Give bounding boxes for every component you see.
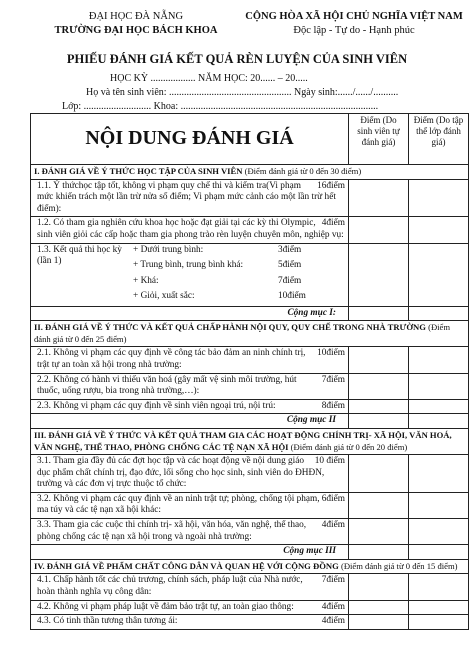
- class-score-cell[interactable]: [409, 545, 469, 560]
- student-score-cell[interactable]: [349, 455, 409, 493]
- student-score-cell[interactable]: [349, 414, 409, 429]
- class-score-cell[interactable]: [409, 243, 469, 306]
- section-2-title: II. ĐÁNH GIÁ VỀ Ý THỨC VÀ KẾT QUẢ CHẤP HÀNH NỘI QUY, QUY CHẾ TRONG NHÀ TRƯỜNG: [34, 322, 426, 333]
- student-score-cell[interactable]: [349, 615, 409, 630]
- table-row: [31, 519, 469, 545]
- table-row: [31, 217, 469, 243]
- section-3-total-row: [31, 545, 469, 560]
- table-row: [31, 179, 469, 217]
- class-score-cell[interactable]: [409, 179, 469, 217]
- class-score-cell[interactable]: [409, 574, 469, 600]
- class-score-cell[interactable]: [409, 519, 469, 545]
- section-4-range: (Điểm đánh giá từ 0 đến 15 điểm): [340, 560, 458, 571]
- student-score-cell[interactable]: [349, 574, 409, 600]
- item-text: 4.3. Có tinh thần tương thân tương ái:: [37, 616, 178, 627]
- section-1-title: I. ĐÁNH GIÁ VỀ Ý THỨC HỌC TẬP CỦA SINH VIÊN: [34, 166, 243, 176]
- item-text: 2.2. Không có hành vi thiếu văn hoá (gây mất vệ sinh môi trường, hút thuốc, uống rượu, bia trong nhà trường,…):: [37, 374, 297, 397]
- student-score-cell[interactable]: [349, 545, 409, 560]
- item-points: 8điểm: [321, 400, 345, 411]
- table-row: [31, 574, 469, 600]
- class-score-cell[interactable]: [409, 306, 469, 321]
- student-score-cell[interactable]: [349, 306, 409, 321]
- item-points: 4điểm: [321, 601, 345, 612]
- section-1-range: (Điểm đánh giá từ 0 đến 30 điểm): [244, 166, 362, 176]
- section-1-total-row: [31, 306, 469, 321]
- section-4-title: IV. ĐÁNH GIÁ VỀ PHẨM CHẤT CÔNG DÂN VÀ QUAN HỆ VỚI CỘNG ĐỒNG: [34, 560, 339, 571]
- section-3-total-label: Cộng mục III: [31, 545, 349, 560]
- item-text: 1.2. Có tham gia nghiên cứu khoa học hoặc đạt giải tại các kỳ thi Olympic, sinh viên giỏi các cấp hoặc tham gia phong trào rèn luyện chuyên môn, nghiệp vụ:: [37, 218, 344, 240]
- student-score-cell[interactable]: [349, 217, 409, 243]
- evaluation-table: [30, 113, 469, 630]
- table-heading: NỘI DUNG ĐÁNH GIÁ: [31, 114, 349, 165]
- section-2-range: (Điểm đánh giá từ 0 đến 25 điểm): [34, 322, 451, 344]
- table-row: [31, 600, 469, 615]
- table-row: [31, 243, 469, 306]
- section-2-total-row: [31, 414, 469, 429]
- section-3-range: (Điểm đánh giá từ 0 đến 20 điểm): [290, 441, 408, 452]
- section-3-title: III. ĐÁNH GIÁ VỀ Ý THỨC VÀ KẾT QUẢ THAM GIA CÁC HOẠT ĐỘNG CHÍNH TRỊ- XÃ HỘI, VĂN HOÁ, VĂN NGHỆ, THỂ THAO, PHÒNG CHỐNG CÁC TỆ NẠN XÃ HỘI: [34, 429, 452, 452]
- table-row: [31, 492, 469, 518]
- national-header: [238, 10, 470, 38]
- table-row: [31, 347, 469, 373]
- class-score-cell[interactable]: [409, 414, 469, 429]
- sub-item-text: + Khá:: [133, 275, 159, 286]
- university-header: [36, 10, 236, 38]
- sub-item-text: + Trung bình, trung bình khá:: [133, 260, 244, 271]
- section-1-header: [31, 165, 469, 180]
- item-points: 4điểm: [321, 218, 345, 229]
- section-1-total-label: Cộng mục I:: [31, 306, 349, 321]
- item-points: 10điểm: [317, 348, 345, 359]
- class-score-cell[interactable]: [409, 373, 469, 399]
- student-score-cell[interactable]: [349, 179, 409, 217]
- class-score-cell[interactable]: [409, 615, 469, 630]
- school-name: TRƯỜNG ĐẠI HỌC BÁCH KHOA: [54, 25, 218, 36]
- section-3-header: [31, 428, 469, 454]
- item-text: 4.2. Không vi phạm pháp luật về đảm bảo trật tự, an toàn giao thông:: [37, 601, 294, 612]
- table-row: [31, 455, 469, 493]
- student-score-cell[interactable]: [349, 492, 409, 518]
- table-row: [31, 615, 469, 630]
- class-faculty-field[interactable]: Lớp: ........................... Khoa: ...............................................................................: [62, 101, 379, 112]
- item-points: 4điểm: [321, 520, 345, 531]
- student-score-cell[interactable]: [349, 600, 409, 615]
- section-4-header: [31, 559, 469, 574]
- class-score-cell[interactable]: [409, 600, 469, 615]
- item-text: 3.3. Tham gia các cuộc thi chính trị- xã hội, văn hóa, văn nghệ, thể thao, phòng chống các tệ nạn xã hội trong và ngoài nhà trường:: [37, 520, 307, 542]
- class-score-cell[interactable]: [409, 399, 469, 414]
- class-score-cell[interactable]: [409, 455, 469, 493]
- table-row: [31, 373, 469, 399]
- section-2-header: [31, 321, 469, 347]
- semester-year-field[interactable]: HỌC KỲ .................. NĂM HỌC: 20...... – 20.....: [110, 73, 308, 84]
- country-name: CỘNG HÒA XÃ HỘI CHỦ NGHĨA VIỆT NAM: [245, 11, 463, 22]
- student-score-cell[interactable]: [349, 347, 409, 373]
- item-points: 7điểm: [321, 575, 345, 586]
- student-score-header: Điểm (Do sinh viên tự đánh giá): [349, 114, 409, 165]
- table-header-row: [31, 114, 469, 165]
- table-row: [31, 399, 469, 414]
- student-score-cell[interactable]: [349, 243, 409, 306]
- item-text: 1.3. Kết quả thi học kỳ (lần 1): [37, 244, 122, 267]
- student-score-cell[interactable]: [349, 399, 409, 414]
- class-score-cell[interactable]: [409, 347, 469, 373]
- sub-item-text: + Giỏi, xuất sắc:: [133, 291, 195, 302]
- section-2-total-label: Cộng mục II: [31, 414, 349, 429]
- item-points: 10 điểm: [314, 456, 345, 467]
- item-text: 2.3. Không vi phạm các quy định về sinh viên ngoại trú, nội trú:: [37, 400, 276, 411]
- item-points: 7điểm: [321, 374, 345, 385]
- item-text: 3.1. Tham gia đầy đủ các đợt học tập và các hoạt động về nội dung giáo dục phẩm chất chính trị, đạo đức, lối sống cho học sinh, sinh viên do ĐHĐN, trường và các đơn vị trực thuộc tổ chức:: [37, 456, 325, 490]
- item-points: 6điểm: [321, 493, 345, 504]
- sub-item-points: 10điểm: [278, 291, 306, 302]
- student-score-cell[interactable]: [349, 519, 409, 545]
- item-points: 16điểm: [317, 180, 345, 191]
- form-title: PHIẾU ĐÁNH GIÁ KẾT QUẢ RÈN LUYỆN CỦA SINH VIÊN: [66, 52, 408, 66]
- university-name: ĐẠI HỌC ĐÀ NẴNG: [88, 11, 184, 22]
- item-text: 2.1. Không vi phạm các quy định về công tác bảo đảm an ninh chính trị, trật tự an toàn xã hội trong nhà trường:: [37, 348, 306, 370]
- national-motto: Độc lập - Tự do - Hạnh phúc: [293, 25, 415, 36]
- sub-item-text: + Dưới trung bình:: [133, 244, 204, 255]
- sub-item-points: 3điểm: [278, 244, 302, 255]
- student-name-birthdate-field[interactable]: Họ và tên sinh viên: ................................................. Ngày sinh:....../....../..........: [86, 87, 399, 98]
- student-score-cell[interactable]: [349, 373, 409, 399]
- item-text: 3.2. Không vi phạm các quy định về an ninh trật tự; phòng, chống tội phạm, ma túy và các tệ nạn xã hội khác:: [37, 493, 320, 516]
- class-score-cell[interactable]: [409, 217, 469, 243]
- sub-item-points: 5điểm: [278, 260, 302, 271]
- item-text: 4.1. Chấp hành tốt các chủ trương, chính sách, pháp luật của Nhà nước, hoàn thành nghĩa vụ công dân:: [37, 575, 303, 598]
- sub-item-points: 7điểm: [278, 275, 302, 286]
- class-score-cell[interactable]: [409, 492, 469, 518]
- class-score-header: Điểm (Do tập thể lớp đánh giá): [409, 114, 469, 165]
- item-text: 1.1. Ý thứchọc tập tốt, không vi phạm quy chế thi và kiểm tra(Vi phạm mức khiển trách một lần trừ nửa số điểm; Vi phạm mức cảnh cáo một lần trừ hết điểm):: [37, 180, 336, 214]
- item-points: 4điểm: [321, 616, 345, 627]
